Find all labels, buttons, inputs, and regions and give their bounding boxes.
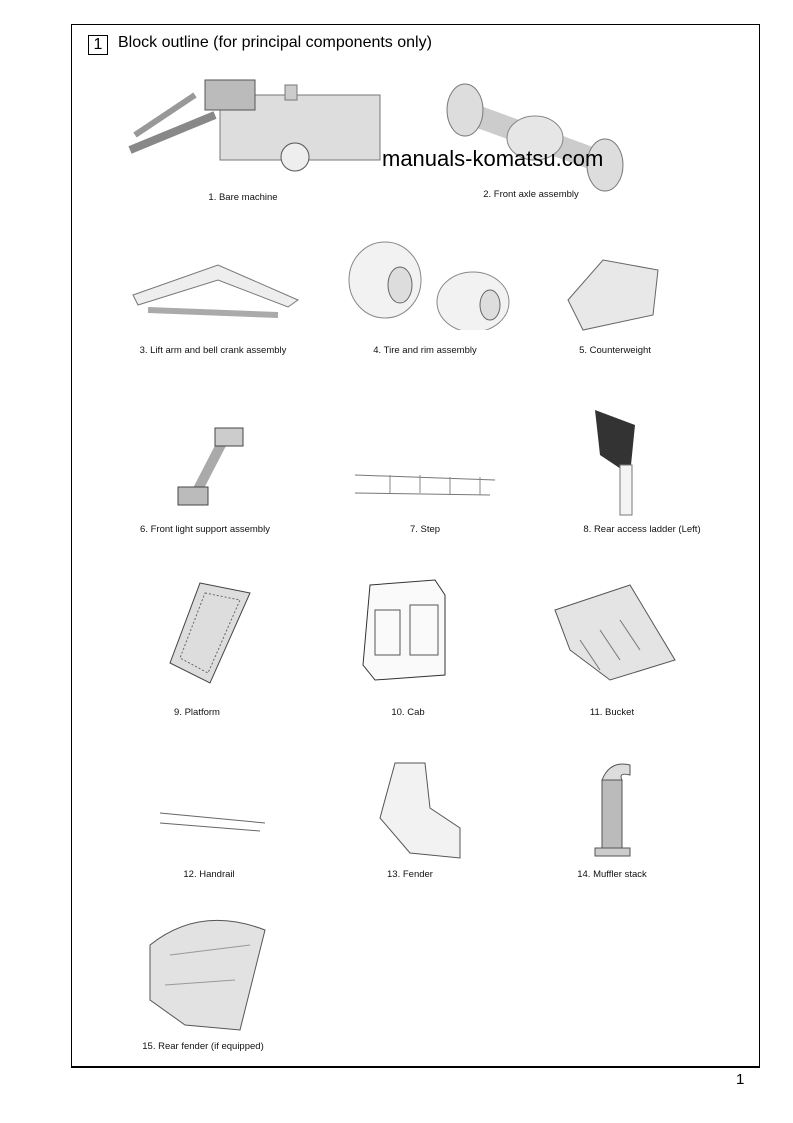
page-number: 1 <box>736 1071 745 1088</box>
muffler-stack-illustration <box>590 760 640 865</box>
item-label: 14. Muffler stack <box>577 869 647 880</box>
watermark: manuals-komatsu.com <box>382 146 604 171</box>
item-label: 10. Cab <box>391 707 425 718</box>
rear-ladder-illustration <box>590 405 670 520</box>
item-label: 2. Front axle assembly <box>483 189 579 200</box>
item-label: 12. Handrail <box>183 869 235 880</box>
front-light-support-illustration <box>170 425 250 510</box>
counterweight-illustration <box>563 250 663 335</box>
platform-illustration <box>160 578 255 688</box>
bucket-illustration <box>550 580 680 685</box>
section-title: Block outline (for principal components only) <box>118 34 432 51</box>
item-label: 15. Rear fender (if equipped) <box>142 1041 264 1052</box>
step-illustration <box>350 455 500 505</box>
item-label: 13. Fender <box>387 869 433 880</box>
item-label: 5. Counterweight <box>579 345 651 356</box>
item-label: 7. Step <box>409 524 441 535</box>
lift-arm-illustration <box>128 255 303 325</box>
front-axle-illustration <box>440 80 635 195</box>
item-label: 1. Bare machine <box>208 192 278 203</box>
section-number: 1 <box>88 35 108 55</box>
tire-rim-illustration <box>345 240 515 330</box>
item-label: 4. Tire and rim assembly <box>373 345 477 356</box>
bare-machine-illustration <box>125 75 385 175</box>
bottom-rule <box>71 1066 760 1068</box>
item-label: 3. Lift arm and bell crank assembly <box>139 345 287 356</box>
cab-illustration <box>355 575 455 690</box>
handrail-illustration <box>155 805 270 835</box>
item-label: 6. Front light support assembly <box>140 524 270 535</box>
item-label: 8. Rear access ladder (Left) <box>583 524 701 535</box>
fender-illustration <box>370 758 465 863</box>
item-label: 11. Bucket <box>589 707 635 718</box>
item-label: 9. Platform <box>174 707 220 718</box>
rear-fender-illustration <box>140 905 270 1035</box>
